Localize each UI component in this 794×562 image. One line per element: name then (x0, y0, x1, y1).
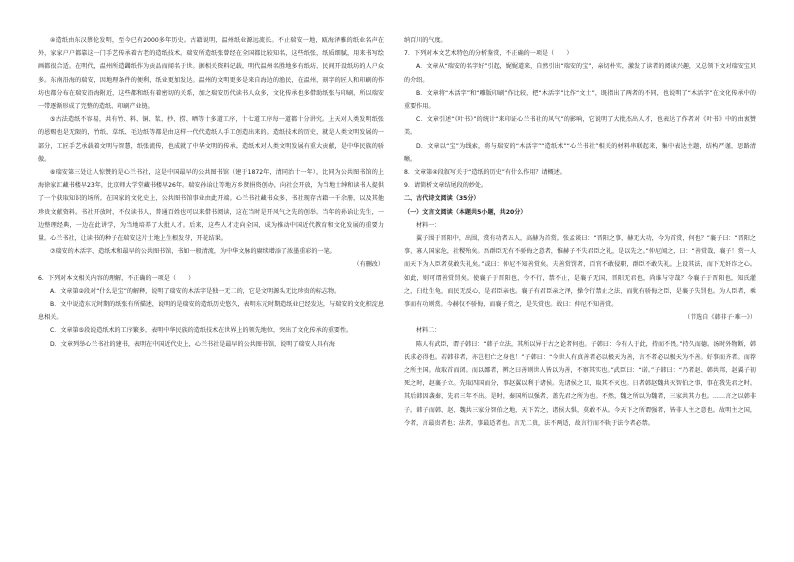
question-6-option-d: D．文章列举心兰书社的建书，表明在中国近代史上，心兰书社是最早的公共图书馆，说明了瑞安人具有海 (50, 340, 336, 348)
question-7-option-d: D．文章以“宝”为线索，将与瑞安的“木活字”“造纸术”“心兰书社”相关的材料串联起来，集中表达主题，结构严谨，思路清晰。 (404, 142, 756, 163)
question-7-option-c: C．文章引述“《叶书》”的统计“来印证心兰书社的风气”的影响，它说明了大批杰出人才，也表达了作者对《叶书》中的由衷赞美。 (404, 116, 756, 137)
question-6-option-a: A．文章第②段对“什么是宝”的解释，说明了瑞安的木活字是独一无二的，它是文明源头无比珍贵的标志物。 (50, 287, 341, 295)
question-6: 6．下列对本文相关内容的理解，不正确的一项是（ ） (38, 274, 195, 282)
section-2-subheading: （一）文言文阅读（本题共5小题，共20分） (404, 208, 527, 216)
material-2-text: 陈人有武臣，谓子韩曰：“韩子立法，其所以异于古之论者何也。子韩曰：今有人于此，持而不畏。”持久而德。汤时外物断，韩氏求必得也。若韩非者，亦岂但亡之身也！”子韩曰：“今世人有真善者必以极天为善，言不者必以极天为不善。好事而齐者。而荐之所主国。故取首而闭。而以鄙者，辨之曰善则世人皆以为善，不察其实也。”武臣曰：“诺。”子韩曰：“乃者赵、韩共邦，赵翼子初死之时，赵襄子立。先取四国而分，事赵翼以利于诸侯。先诸侯之卫，取其不灭也。日者韩赵魏共灭智伯之事，事在我先君之时。其后韩因袭秦，先君三年不出。是时，秦国所以强者，盖先君之所为也。不然，魏之所以为魏者，三家共其力也。……言之以韩非子。韩子而韩、赵、魏共三家分智伯之地，天下苦之，诸侯大惧，莫敢不从。今天下之所谓强者，皆非人主之意也。故明主之国，令者，言最贵者也；法者，事最适者也。言无二贵，法不两适，故言行而不轨于法令者必禁。 (404, 340, 756, 427)
question-7: 7．下列对本文艺术特色的分析鉴赏，不正确的一项是（ ） (404, 50, 573, 58)
material-2-label: 材料二： (416, 327, 441, 335)
question-7-option-a: A．文章从“瑞安的名字好”引起，娓娓道来，自然引出“瑞安的宝”，亲切朴实，激发了读者的阅读兴趣，又总领下文对瑞安宝贝的介绍。 (404, 63, 756, 84)
paragraph-4: ④造纸由东汉蔡伦发明，至今已有2000多年历史。古籍说明，温州纸业源远流长。不止瑞安一地，瓯海泽雅的纸业名声在外，家家户户都靠这一门手艺传承着古老的造纸技术。瑞安所造纸张曾经在全国都比较知名，这些纸张，纸质细腻，用来书写绘画都很合适。在明代，温州所造蠲纸作为贡品而闻名于世。据相关资料记载，明代温州名胜地多有纸坊，民间开设纸坊的人户众多。东南沿海的瑞安，因地理条件的便利，纸业更加发达。温州的文明更多是来自海边的渔民，在温州，刻字的匠人和印刷的作坊也都分布在瑞安沿海附近，这些都和纸有着密切的关系，加之瑞安历代读书人众多，文化传承也多借助纸张与印刷，所以瑞安一带逐渐形成了完整的造纸、印刷产业链。 (38, 37, 384, 111)
question-7-option-b: B．文章将“木活字”和“雕版印刷”作比较，把“木活字”比作“文士”，既指出了两者的不同，也说明了“木活字”在文化传承中的重要作用。 (404, 89, 756, 111)
edit-note: （有删改） (353, 261, 384, 269)
question-6-option-b: B．文中说造东元时期的纸张有所描述，说明的是瑞安的造纸历史悠久，表明东元时期造纸业已经发达，与瑞安的文化积淀息息相关。 (38, 301, 384, 322)
question-6-option-c: C．文章第⑤段说造纸术的工序繁多，表明中华民族的造纸技术在世界上的领先地位，突出了文化传承的重要性。 (50, 327, 353, 335)
paragraph-5: ⑤古法造纸不容易，共有竹、料、铜、浆、抄、捞、晒等十多道工序，十七道工序每一道都十分讲究。上天对人类发明纸张的恩赐也是无限的，竹纸、草纸、毛边纸等都是由这样一代代造纸人手工创造出来的。造纸技术的历史，就是人类文明发展的一部分，工匠手艺承载着文明与智慧，纸张流传，也成就了中华文明的传承。造纸术对人类文明发展有重大贡献，是中华民族的骄傲。 (38, 116, 384, 163)
question-8: 8．文章第④段叙写关于“造纸的历史”有什么作用？请概述。 (404, 169, 566, 177)
paragraph-7: ⑦瑞安的木活字、造纸术和最早的公共图书馆，书如一般清流，为中华文脉的赓续增添了浓墨重彩的一笔。 (50, 248, 336, 256)
question-9: 9．请简析文章结尾段的妙处。 (404, 182, 488, 190)
continued-line: 纳百川的气度。 (404, 37, 447, 44)
material-1-text: 翼子围于晋阳中，出围，赏有功者五人，高赫为首赏。张孟谈曰：“晋阳之事，赫无大功，今为首赏，何也？”襄子曰：“晋阳之事，寡人国家危，社稷殆矣。吾群臣无有不骄侮之意者，惟赫子不失君臣之礼，是以先之。”仲尼闻之，曰：“善赏哉，襄子！赏一人而天下为人臣者莫敢失礼矣。”或曰：仲尼不知善赏矣。夫善赏罚者，百官不敢侵职，群臣不敢失礼。上设其法，而下无奸诈之心。如此，则可谓善赏罚矣。使襄子于晋阳也，令不行，禁不止，是襄子无国，晋阳无君也，尚谁与守哉？今襄子于晋阳也，知氏灌之，臼灶生龟，而民无反心，是君臣亲也。襄子有君臣亲之泽，操令行禁止之法，而犹有骄侮之臣，是襄子失罚也。为人臣者，乘事而有功则赏。今赫仅不骄侮，而襄子赏之，是失赏也。故曰：仲尼不知善赏。 (404, 235, 756, 309)
paragraph-6: ⑥瑞安第三处让人惊赞的是心兰书社，这是中国最早的公共图书馆（建于1872年，清同治十一年），比同为公共图书馆的上海徐家汇藏书楼早23年，比京师大学堂藏书楼早26年。瑞安孙诒让等地方乡贤捐资创办，向社会开放，为当地士绅和读书人提供了一个获取知识的场所。在国家的文化史上，公共图书馆事业由此开端。心兰书社藏书众多，书社现存古籍一千余册，以及其他珍贵文献资料。书社开放时，不仅读书人，普通百姓也可以来借书阅读，这在当时是开风气之先的创举。当年的孙诒让先生，一边整理经典，一边在此讲学，为当地培养了大批人才。后来，这些人才走向全国，成为推动中国近代教育和文化发展的重要力量。心兰书社，让读书的种子在瑞安这片土地上生根发芽，开花结果。 (38, 169, 384, 243)
left-column (38, 34, 384, 351)
material-1-label: 材料一： (416, 221, 441, 229)
section-2-heading: 二、古代诗文阅读（35分） (404, 195, 480, 203)
material-1-source: （节选自《韩非子·难一》） (683, 314, 756, 322)
right-column (404, 34, 756, 430)
